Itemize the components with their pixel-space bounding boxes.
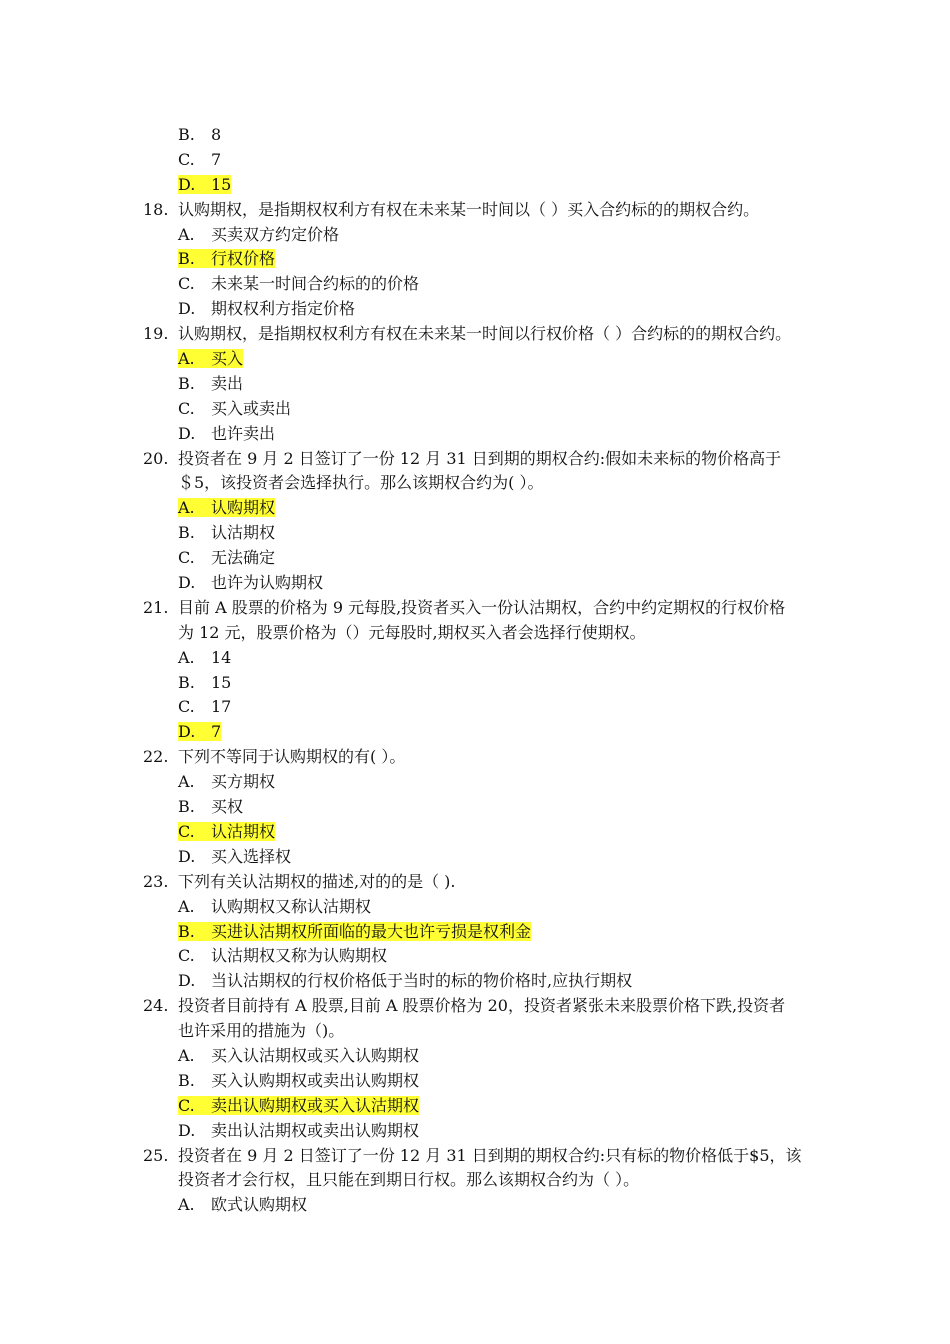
answer-option — [0, 496, 950, 521]
option-content — [178, 299, 355, 318]
option-text: 买进认沽期权所面临的最大也许亏损是权利金 — [211, 921, 532, 941]
answer-option — [0, 1119, 950, 1144]
option-text: 卖出认购期权或买入认沽期权 — [211, 1095, 420, 1115]
option-text: 也许卖出 — [211, 423, 276, 443]
option-letter: C. — [178, 398, 195, 418]
option-content — [178, 125, 221, 144]
answer-option — [0, 571, 950, 596]
answer-option — [0, 546, 950, 571]
answer-option — [0, 272, 950, 297]
answer-option — [0, 671, 950, 696]
option-text: 认沽期权 — [211, 821, 276, 841]
option-text: 买入或卖出 — [211, 398, 292, 418]
question-number: 23. — [143, 871, 169, 891]
answer-option — [0, 1044, 950, 1069]
question-text: ＄5，该投资者会选择执行。那么该期权合约为( ）。 — [178, 473, 544, 493]
question — [0, 1144, 950, 1169]
answer-option — [0, 920, 950, 945]
highlighted-answer — [178, 249, 275, 268]
option-text: 无法确定 — [211, 548, 276, 568]
option-text: 认沽期权 — [211, 523, 276, 543]
option-text: 8 — [211, 125, 222, 144]
question-text: 为 12 元，股票价格为（）元每股时,期权买入者会选择行使期权。 — [178, 622, 646, 642]
option-letter: B. — [178, 249, 195, 269]
option-content — [178, 1071, 419, 1090]
highlighted-answer — [178, 349, 243, 368]
option-content — [178, 150, 221, 169]
option-text: 欧式认购期权 — [211, 1195, 308, 1215]
option-text: 14 — [211, 647, 232, 667]
option-content — [178, 971, 632, 990]
option-content — [178, 523, 275, 542]
option-content — [178, 1121, 419, 1140]
option-text: 卖出 — [211, 373, 244, 393]
option-text: 买卖双方约定价格 — [211, 224, 340, 244]
option-text: 认沽期权又称为认购期权 — [211, 946, 388, 966]
question — [0, 447, 950, 472]
option-letter: B. — [178, 1070, 195, 1090]
option-content — [178, 1195, 307, 1214]
answer-option — [0, 695, 950, 720]
answer-option — [0, 397, 950, 422]
option-content — [178, 548, 275, 567]
option-letter: C. — [178, 821, 195, 841]
option-text: 15 — [211, 174, 232, 194]
option-content — [178, 697, 231, 716]
option-content — [178, 648, 231, 667]
question — [0, 596, 950, 621]
answer-option — [0, 820, 950, 845]
option-letter: D. — [178, 423, 196, 443]
option-letter: B. — [178, 921, 195, 941]
question-text: 下列不等同于认购期权的有( ）。 — [178, 747, 406, 767]
option-content — [178, 274, 419, 293]
option-text: 买入 — [211, 349, 244, 369]
option-content — [178, 797, 243, 816]
option-letter: C. — [178, 697, 195, 717]
question-number: 21. — [143, 597, 169, 617]
option-text: 认购期权 — [211, 498, 276, 518]
option-text: 买入认购期权或卖出认购期权 — [211, 1070, 420, 1090]
option-letter: A. — [178, 647, 195, 667]
option-text: 买入认沽期权或买入认购期权 — [211, 1045, 420, 1065]
question-number: 19. — [143, 324, 169, 344]
option-text: 认购期权又称认沽期权 — [211, 896, 372, 916]
option-letter: A. — [178, 498, 195, 518]
answer-option — [0, 347, 950, 372]
answer-option — [0, 1193, 950, 1218]
option-content — [178, 399, 291, 418]
question — [0, 198, 950, 223]
highlighted-answer — [178, 1096, 419, 1115]
option-content — [178, 847, 291, 866]
answer-option — [0, 646, 950, 671]
option-content — [178, 1046, 419, 1065]
option-content — [178, 772, 275, 791]
question-number: 24. — [143, 996, 169, 1016]
answer-option — [0, 372, 950, 397]
answer-option — [0, 297, 950, 322]
option-letter: D. — [178, 174, 196, 194]
highlighted-answer — [178, 722, 221, 741]
answer-option — [0, 521, 950, 546]
question-number: 22. — [143, 747, 169, 767]
question-continuation — [0, 1168, 950, 1193]
option-letter: A. — [178, 1195, 195, 1215]
option-letter: D. — [178, 971, 196, 991]
option-letter: D. — [178, 1120, 196, 1140]
question-text: 投资者在 9 月 2 日签订了一份 12 月 31 日到期的期权合约:只有标的物价格低于$5，该 — [178, 1145, 802, 1165]
option-letter: B. — [178, 125, 195, 144]
option-letter: D. — [178, 722, 196, 742]
question-text: 认购期权，是指期权权利方有权在未来某一时间以（ ）买入合约标的的期权合约。 — [178, 199, 760, 219]
option-text: 7 — [211, 722, 222, 742]
highlighted-answer — [178, 822, 275, 841]
option-letter: A. — [178, 224, 195, 244]
answer-option — [0, 148, 950, 173]
option-content — [178, 673, 231, 692]
option-text: 卖出认沽期权或卖出认购期权 — [211, 1120, 420, 1140]
option-text: 15 — [211, 672, 232, 692]
question-text: 也许采用的措施为（)。 — [178, 1021, 345, 1041]
option-text: 7 — [211, 149, 222, 169]
option-letter: D. — [178, 846, 196, 866]
question-continuation — [0, 471, 950, 496]
option-letter: C. — [178, 274, 195, 294]
highlighted-answer — [178, 498, 275, 517]
option-letter: B. — [178, 672, 195, 692]
option-letter: D. — [178, 573, 196, 593]
option-content — [178, 946, 387, 965]
option-content — [178, 573, 323, 592]
answer-option — [0, 770, 950, 795]
option-text: 买入选择权 — [211, 846, 292, 866]
question-text: 投资者才会行权，且只能在到期日行权。那么该期权合约为（ ）。 — [178, 1170, 640, 1190]
option-text: 17 — [211, 697, 232, 717]
option-letter: A. — [178, 896, 195, 916]
question-number: 20. — [143, 448, 169, 468]
option-letter: D. — [178, 299, 196, 319]
option-letter: A. — [178, 772, 195, 792]
option-content — [178, 424, 275, 443]
question — [0, 870, 950, 895]
option-letter: C. — [178, 149, 195, 169]
answer-option — [0, 720, 950, 745]
answer-option — [0, 895, 950, 920]
answer-option — [0, 422, 950, 447]
option-letter: B. — [178, 797, 195, 817]
highlighted-answer — [178, 922, 531, 941]
option-text: 买权 — [211, 797, 244, 817]
answer-option — [0, 223, 950, 248]
answer-option — [0, 795, 950, 820]
answer-option — [0, 1094, 950, 1119]
option-letter: C. — [178, 548, 195, 568]
option-text: 行权价格 — [211, 249, 276, 269]
option-text: 未来某一时间合约标的的价格 — [211, 274, 420, 294]
option-content — [178, 897, 371, 916]
option-text: 也许为认购期权 — [211, 573, 324, 593]
option-letter: B. — [178, 373, 195, 393]
answer-option — [0, 845, 950, 870]
question-number: 25. — [143, 1145, 169, 1165]
question-continuation — [0, 1019, 950, 1044]
question-text: 认购期权，是指期权权利方有权在未来某一时间以行权价格（ ）合约标的的期权合约。 — [178, 324, 792, 344]
answer-option — [0, 1069, 950, 1094]
answer-option — [0, 123, 950, 148]
answer-option — [0, 944, 950, 969]
option-letter: B. — [178, 523, 195, 543]
question — [0, 322, 950, 347]
answer-option — [0, 247, 950, 272]
question-text: 目前 A 股票的价格为 9 元每股,投资者买入一份认沽期权，合约中约定期权的行权价格 — [178, 597, 786, 617]
option-text: 当认沽期权的行权价格低于当时的标的物价格时,应执行期权 — [211, 971, 633, 991]
option-letter: A. — [178, 349, 195, 369]
question-continuation — [0, 621, 950, 646]
option-text: 买方期权 — [211, 772, 276, 792]
question — [0, 745, 950, 770]
option-content — [178, 225, 339, 244]
document-page — [0, 123, 950, 1218]
option-letter: C. — [178, 1095, 195, 1115]
option-letter: A. — [178, 1045, 195, 1065]
option-text: 期权权利方指定价格 — [211, 299, 356, 319]
option-letter: C. — [178, 946, 195, 966]
answer-option — [0, 969, 950, 994]
question-text: 投资者目前持有 A 股票,目前 A 股票价格为 20，投资者紧张未来股票价格下跌,投资者 — [178, 996, 786, 1016]
question-text: 投资者在 9 月 2 日签订了一份 12 月 31 日到期的期权合约:假如未来标的物价格高于 — [178, 448, 782, 468]
question-number: 18. — [143, 199, 169, 219]
highlighted-answer — [178, 175, 231, 194]
question — [0, 994, 950, 1019]
answer-option — [0, 173, 950, 198]
option-content — [178, 374, 243, 393]
question-text: 下列有关认沽期权的描述,对的的是（ ). — [178, 871, 456, 891]
